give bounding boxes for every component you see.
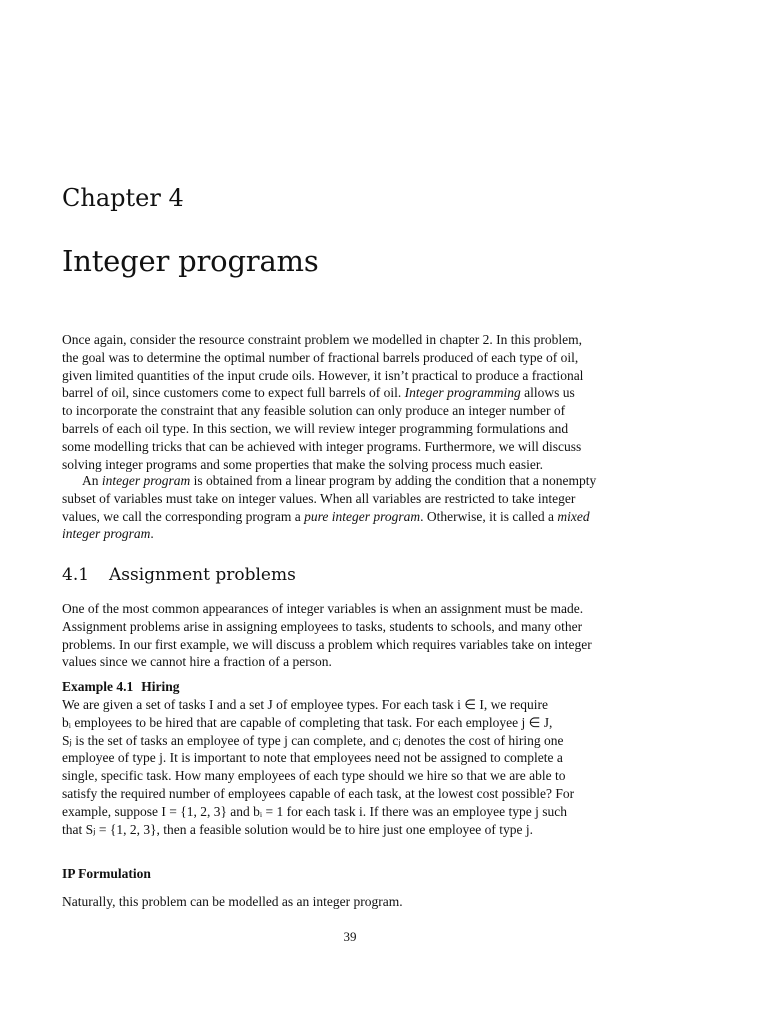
text-line — [62, 472, 637, 490]
text-line: bᵢ employees to be hired that are capable of completing that task. For each employee j ∈ J, — [62, 714, 553, 730]
text-run: An — [82, 473, 102, 488]
text-line: One of the most common appearances of integer variables is when an assignment must be made. — [62, 601, 584, 616]
text-line: Once again, consider the resource constraint problem we modelled in chapter 2. In this problem, — [62, 332, 582, 347]
text-line — [62, 384, 637, 402]
emphasis-pure-integer-program: pure integer program — [304, 508, 421, 524]
text-run: . Otherwise, it is called a — [420, 508, 558, 524]
example-paragraph — [62, 696, 637, 838]
text-run: . — [150, 526, 154, 542]
text-line — [62, 508, 637, 526]
text-line — [62, 525, 637, 543]
page-number: 39 — [343, 929, 357, 944]
section-title: Assignment problems — [109, 565, 296, 585]
example-label: Example 4.1 — [62, 679, 134, 694]
text-line: barrels of each oil type. In this section, we will review integer programming formulations and — [62, 420, 569, 436]
text-line: values since we cannot hire a fraction of a person. — [62, 654, 332, 670]
section-number: 4.1 — [62, 565, 90, 585]
emphasis-integer-program: integer program — [101, 473, 191, 488]
text-line: example, suppose I = {1, 2, 3} and bᵢ = 1 for each task i. If there was an employee type j such — [62, 803, 567, 819]
ip-formulation-text: Naturally, this problem can be modelled as an integer program. — [62, 894, 403, 909]
text-run: allows us — [520, 385, 575, 401]
text-run: values, we call the corresponding program a — [62, 508, 305, 524]
section-paragraph — [62, 600, 637, 671]
text-line: We are given a set of tasks I and a set J of employee types. For each task i ∈ I, we require — [62, 697, 549, 712]
section-heading — [62, 565, 296, 585]
text-line: Assignment problems arise in assigning employees to tasks, students to schools, and many other — [62, 618, 583, 634]
text-line: solving integer programs and some properties that make the solving process much easier. — [62, 456, 544, 472]
text-line: given limited quantities of the input crude oils. However, it isn’t practical to produce a fractional — [62, 367, 584, 383]
text-line: to incorporate the constraint that any feasible solution can only produce an integer number of — [62, 403, 566, 419]
example-heading — [62, 679, 180, 695]
text-run: is obtained from a linear program by adding the condition that a nonempty — [190, 473, 597, 488]
chapter-label: Chapter 4 — [62, 184, 184, 212]
emphasis-integer-programming: Integer programming — [404, 385, 521, 401]
chapter-title: Integer programs — [62, 244, 319, 278]
example-title: Hiring — [141, 679, 180, 694]
ip-formulation-heading: IP Formulation — [62, 866, 151, 881]
intro-paragraph-1 — [62, 331, 637, 473]
text-line: single, specific task. How many employees of each type should we hire so that we are able to — [62, 768, 566, 784]
text-line: that Sⱼ = {1, 2, 3}, then a feasible solution would be to hire just one employee of type j. — [62, 821, 533, 837]
text-line: employee of type j. It is important to note that employees need not be assigned to complete a — [62, 750, 563, 766]
text-line: the goal was to determine the optimal number of fractional barrels produced of each type of oil, — [62, 349, 579, 365]
text-line: Sⱼ is the set of tasks an employee of type j can complete, and cⱼ denotes the cost of hiring one — [62, 732, 564, 748]
text-run: barrel of oil, since customers come to expect full barrels of oil. — [62, 385, 405, 401]
text-line: some modelling tricks that can be achieved with integer programs. Furthermore, we will discuss — [62, 438, 582, 454]
emphasis-integer-program-2: integer program — [62, 526, 151, 542]
text-line: satisfy the required number of employees capable of each task, at the lowest cost possible? For — [62, 785, 575, 801]
intro-paragraph-2 — [62, 472, 637, 543]
text-line: problems. In our first example, we will discuss a problem which requires variables take on integer — [62, 636, 592, 652]
emphasis-mixed: mixed — [557, 508, 590, 524]
text-line: subset of variables must take on integer values. When all variables are restricted to take integer — [62, 490, 576, 506]
